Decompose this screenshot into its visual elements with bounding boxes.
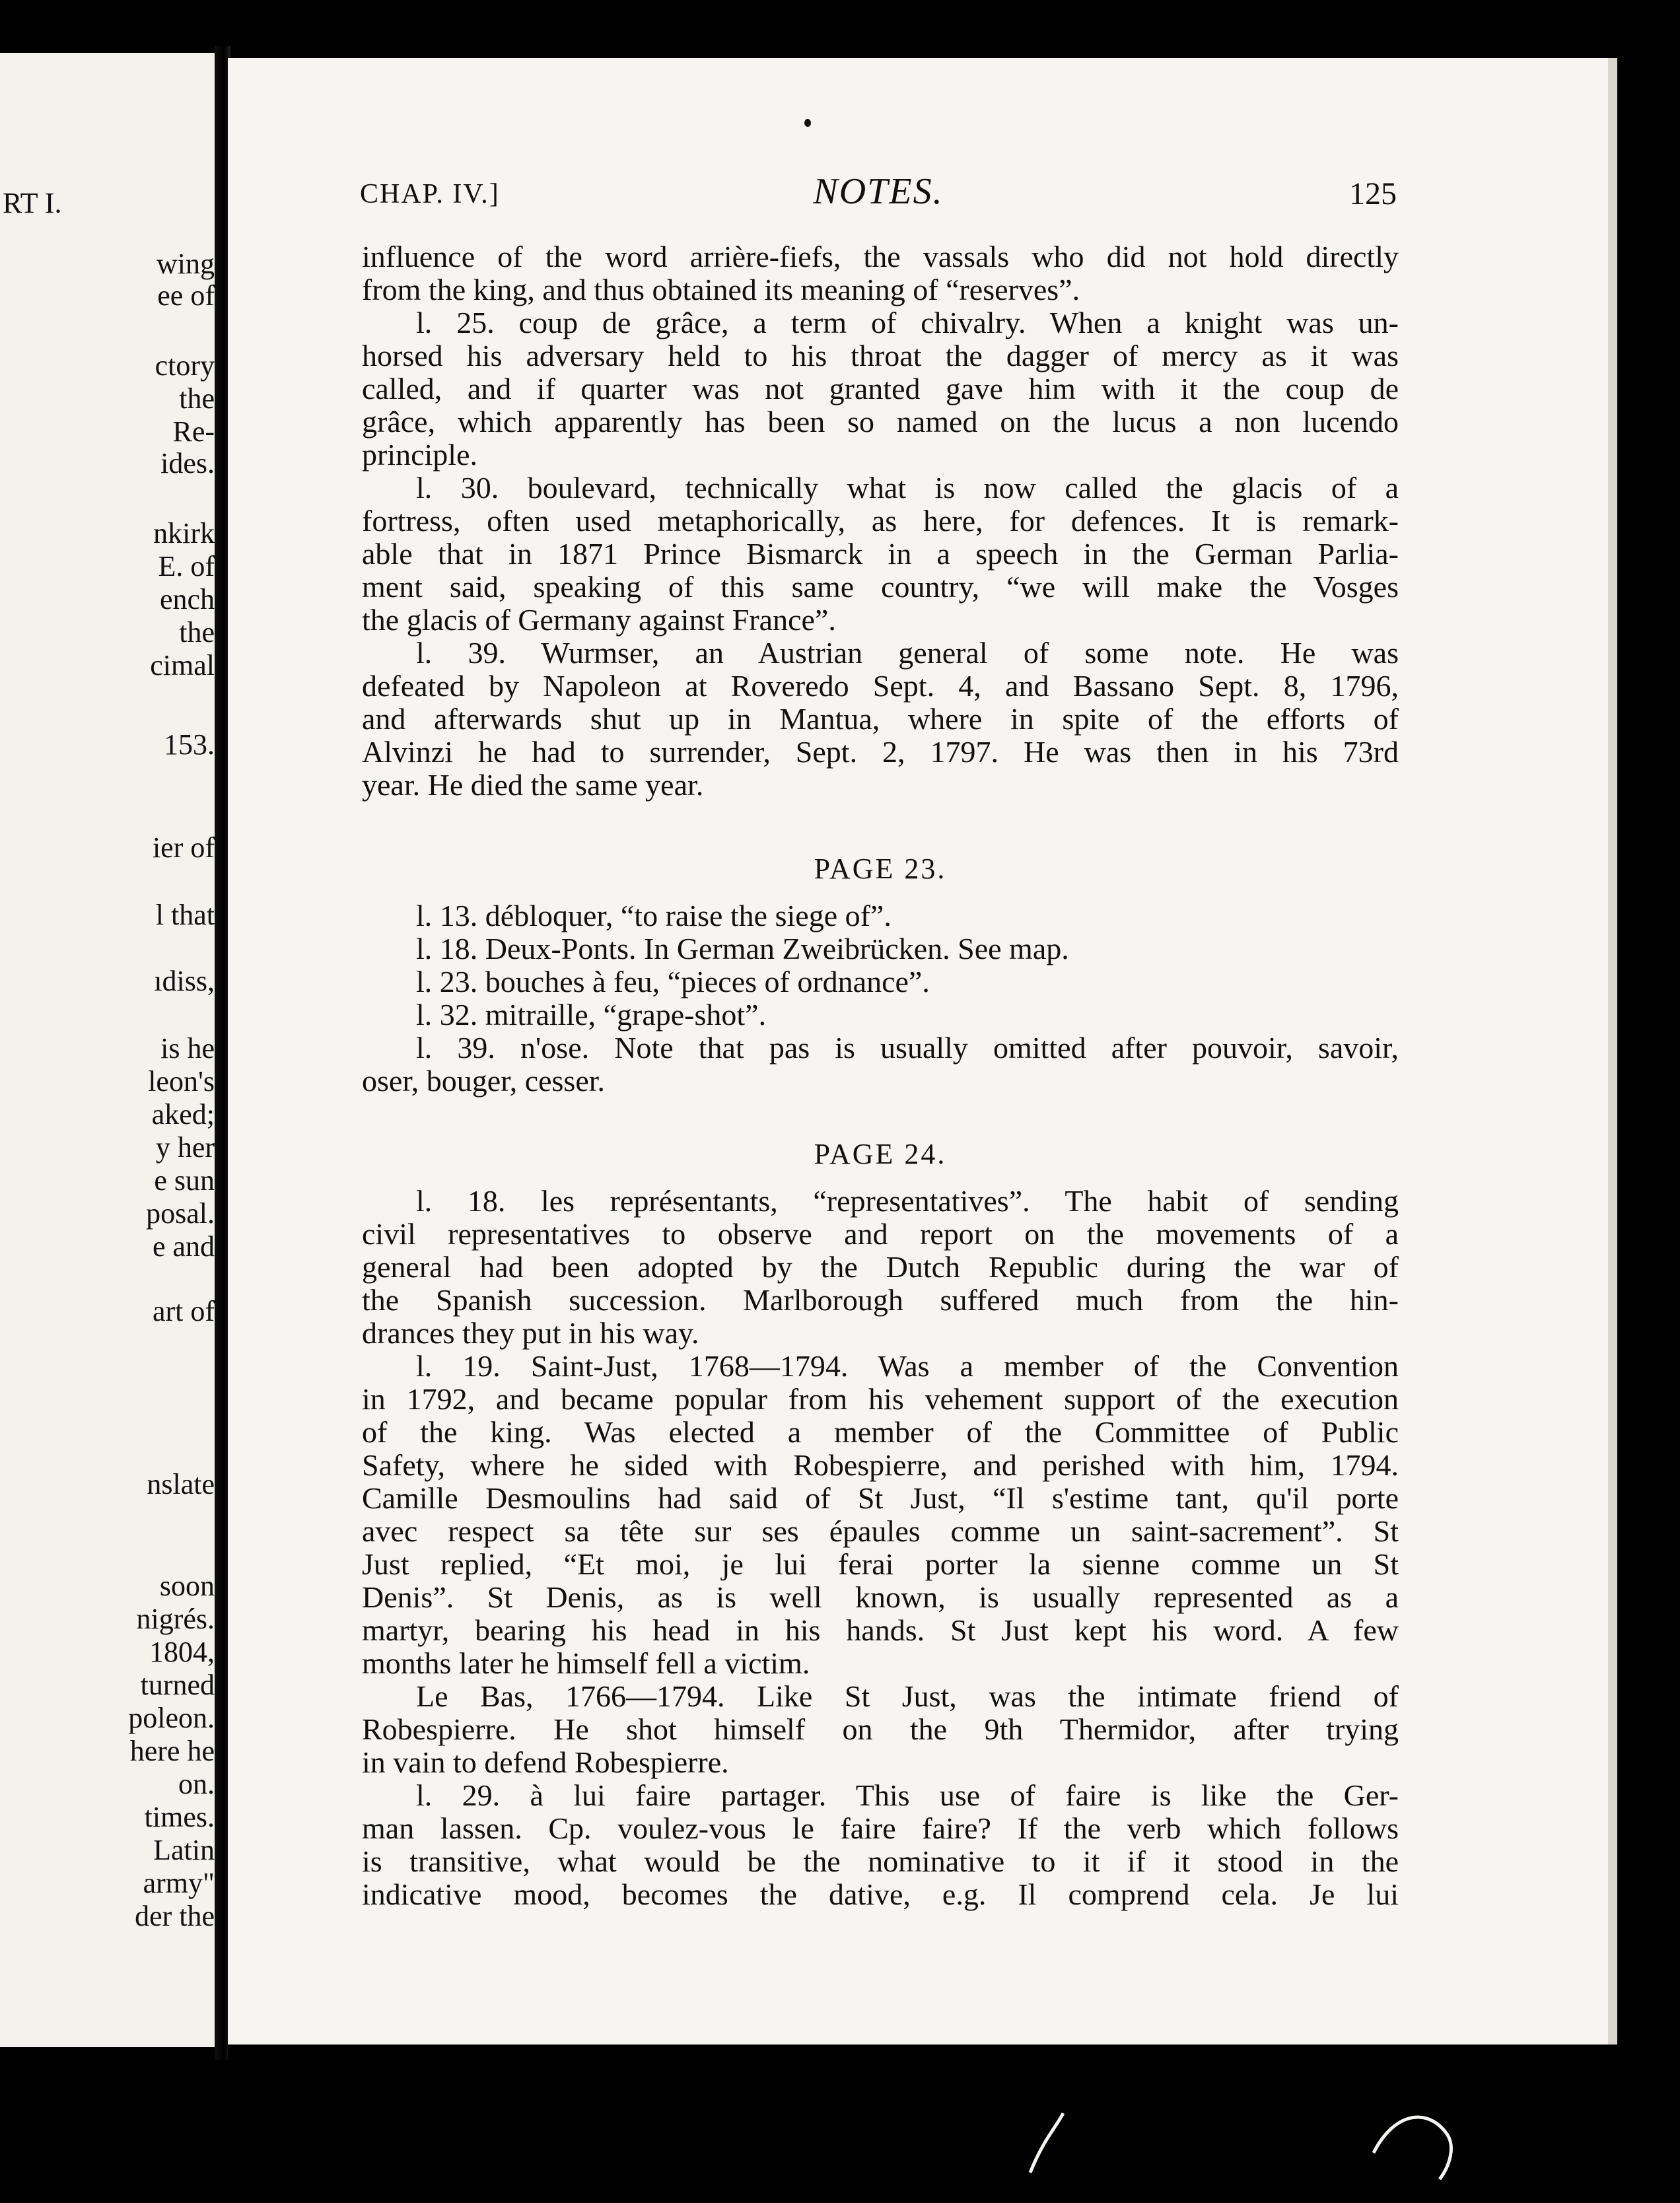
text-line: Denis”. St Denis, as is well known, is usually represented as a xyxy=(362,1580,1399,1614)
left-page-line: e and xyxy=(152,1230,215,1263)
left-page-line: times. xyxy=(144,1801,215,1833)
text-line: and afterwards shut up in Mantua, where in spite of the efforts of xyxy=(362,702,1399,736)
text-line: indicative mood, becomes the dative, e.g. Il comprend cela. Je lui xyxy=(362,1877,1399,1911)
left-page-line: on. xyxy=(178,1768,215,1800)
text-line: principle. xyxy=(362,438,477,472)
text-line: Camille Desmoulins had said of St Just, “Il s'estime tant, qu'il porte xyxy=(362,1481,1399,1515)
text-line: months later he himself fell a victim. xyxy=(362,1646,810,1680)
left-page-line: turned xyxy=(140,1669,215,1701)
left-page-line: cimal xyxy=(150,649,215,682)
text-line: called, and if quarter was not granted gave him with it the coup de xyxy=(362,372,1399,405)
bottom-margin-dark xyxy=(228,2045,1617,2203)
text-line: fortress, often used metaphorically, as here, for defences. It is remark- xyxy=(362,504,1399,538)
left-page-line: the xyxy=(179,382,215,415)
note-entry-line: l. 23. bouches à feu, “pieces of ordnance”. xyxy=(416,965,930,998)
text-line: Alvinzi he had to surrender, Sept. 2, 1797. He was then in his 73rd xyxy=(362,735,1399,769)
left-page-line: poleon. xyxy=(128,1702,215,1734)
left-page-line: nslate xyxy=(147,1468,215,1500)
notes-page-23 xyxy=(362,899,1399,1098)
left-page-line: here he xyxy=(129,1735,215,1767)
left-page-line: l that xyxy=(155,899,215,931)
left-page-line: ier of xyxy=(152,831,215,864)
text-line: of the king. Was elected a member of the Committee of Public xyxy=(362,1415,1399,1449)
left-page-line: Re- xyxy=(172,415,215,448)
text-line: influence of the word arrière-fiefs, the vassals who did not hold directly xyxy=(362,240,1399,273)
text-line: martyr, bearing his head in his hands. St Just kept his word. A few xyxy=(362,1613,1399,1647)
text-line: in vain to defend Robespierre. xyxy=(362,1745,729,1779)
left-page-line: E. of xyxy=(158,550,215,582)
note-entry-line: l. 39. Wurmser, an Austrian general of some note. He was xyxy=(416,636,1399,670)
text-line: the Spanish succession. Marlborough suffered much from the hin- xyxy=(362,1283,1399,1317)
note-entry-line: l. 39. n'ose. Note that pas is usually omitted after pouvoir, savoir, xyxy=(416,1031,1399,1065)
text-line: in 1792, and became popular from his vehement support of the execution xyxy=(362,1382,1399,1416)
text-line: drances they put in his way. xyxy=(362,1316,699,1350)
left-page-line: wing xyxy=(157,248,215,280)
text-line: horsed his adversary held to his throat the dagger of mercy as it was xyxy=(362,339,1399,372)
note-entry-line: l. 13. débloquer, “to raise the siege of”. xyxy=(416,899,892,932)
left-page-line: ee of xyxy=(157,279,215,312)
left-page-line: y her xyxy=(155,1131,215,1164)
left-page-line: Latin xyxy=(153,1834,215,1866)
left-page-line: e sun xyxy=(154,1164,215,1197)
note-entry-line: l. 19. Saint-Just, 1768—1794. Was a member of the Convention xyxy=(416,1349,1399,1383)
left-facing-page xyxy=(0,53,215,2047)
section-heading-page-24: PAGE 24. xyxy=(814,1138,947,1170)
text-line: ment said, speaking of this same country, “we will make the Vosges xyxy=(362,570,1399,604)
page-number: 125 xyxy=(1349,176,1397,211)
text-line: civil representatives to observe and report on the movements of a xyxy=(362,1217,1399,1251)
note-entry-line: l. 18. les représentants, “representatives”. The habit of sending xyxy=(416,1184,1399,1218)
text-line: is transitive, what would be the nominative to it if it stood in the xyxy=(362,1844,1399,1878)
text-line: general had been adopted by the Dutch Republic during the war of xyxy=(362,1250,1399,1284)
left-page-line: nigrés. xyxy=(136,1603,215,1635)
note-entry-line: l. 32. mitraille, “grape-shot”. xyxy=(416,998,767,1032)
left-page-line: ides. xyxy=(160,447,215,479)
left-page-line: the xyxy=(179,616,215,648)
chapter-label: CHAP. IV.] xyxy=(360,179,500,209)
note-entry-line: l. 29. à lui faire partager. This use of faire is like the Ger- xyxy=(416,1778,1399,1812)
text-line: Just replied, “Et moi, je lui ferai porter la sienne comme un St xyxy=(362,1547,1399,1581)
left-page-line: RT I. xyxy=(3,187,62,219)
left-page-line: nkirk xyxy=(153,517,215,549)
note-entry-line: Le Bas, 1766—1794. Like St Just, was the intimate friend of xyxy=(416,1679,1399,1713)
text-line: Robespierre. He shot himself on the 9th Thermidor, after trying xyxy=(362,1712,1399,1746)
left-page-line: ıdiss, xyxy=(154,965,215,997)
left-page-line: der the xyxy=(135,1900,215,1932)
left-page-line: 153. xyxy=(164,728,215,761)
text-line: grâce, which apparently has been so named on the lucus a non lucendo xyxy=(362,405,1399,438)
note-entry-line: l. 25. coup de grâce, a term of chivalry. When a knight was un- xyxy=(416,306,1399,339)
left-page-line: aked; xyxy=(151,1098,215,1131)
left-page-line: ench xyxy=(159,583,215,615)
text-line: defeated by Napoleon at Roveredo Sept. 4, and Bassano Sept. 8, 1796, xyxy=(362,669,1399,703)
notes-section-continuation xyxy=(362,240,1399,802)
print-speck xyxy=(804,119,811,127)
left-page-line: ctory xyxy=(155,349,215,382)
left-page-line: is he xyxy=(160,1032,215,1065)
left-page-line: 1804, xyxy=(149,1636,215,1668)
text-line: year. He died the same year. xyxy=(362,768,704,802)
left-page-line: art of xyxy=(152,1295,215,1327)
text-line: Safety, where he sided with Robespierre, and perished with him, 1794. xyxy=(362,1448,1399,1482)
page-title: NOTES. xyxy=(813,171,944,212)
left-page-line: leon's xyxy=(148,1065,215,1098)
page-edge xyxy=(1608,58,1617,2045)
text-line: the glacis of Germany against France”. xyxy=(362,603,836,637)
left-page-line: posal. xyxy=(146,1197,215,1230)
left-page-line: army" xyxy=(143,1867,215,1899)
note-entry-line: l. 18. Deux-Ponts. In German Zweibrücken. See map. xyxy=(416,932,1069,965)
running-head xyxy=(360,170,1397,217)
text-line: from the king, and thus obtained its meaning of “reserves”. xyxy=(362,273,1080,306)
section-heading-page-23: PAGE 23. xyxy=(814,853,947,885)
note-entry-line: l. 30. boulevard, technically what is now called the glacis of a xyxy=(416,471,1399,505)
left-page-line: soon xyxy=(159,1570,215,1602)
notes-page-24 xyxy=(362,1185,1399,1911)
text-line: able that in 1871 Prince Bismarck in a speech in the German Parlia- xyxy=(362,537,1399,571)
text-line: man lassen. Cp. voulez-vous le faire faire? If the verb which follows xyxy=(362,1811,1399,1845)
text-line: oser, bouger, cesser. xyxy=(362,1064,606,1098)
text-line: avec respect sa tête sur ses épaules comme un saint-sacrement”. St xyxy=(362,1514,1399,1548)
